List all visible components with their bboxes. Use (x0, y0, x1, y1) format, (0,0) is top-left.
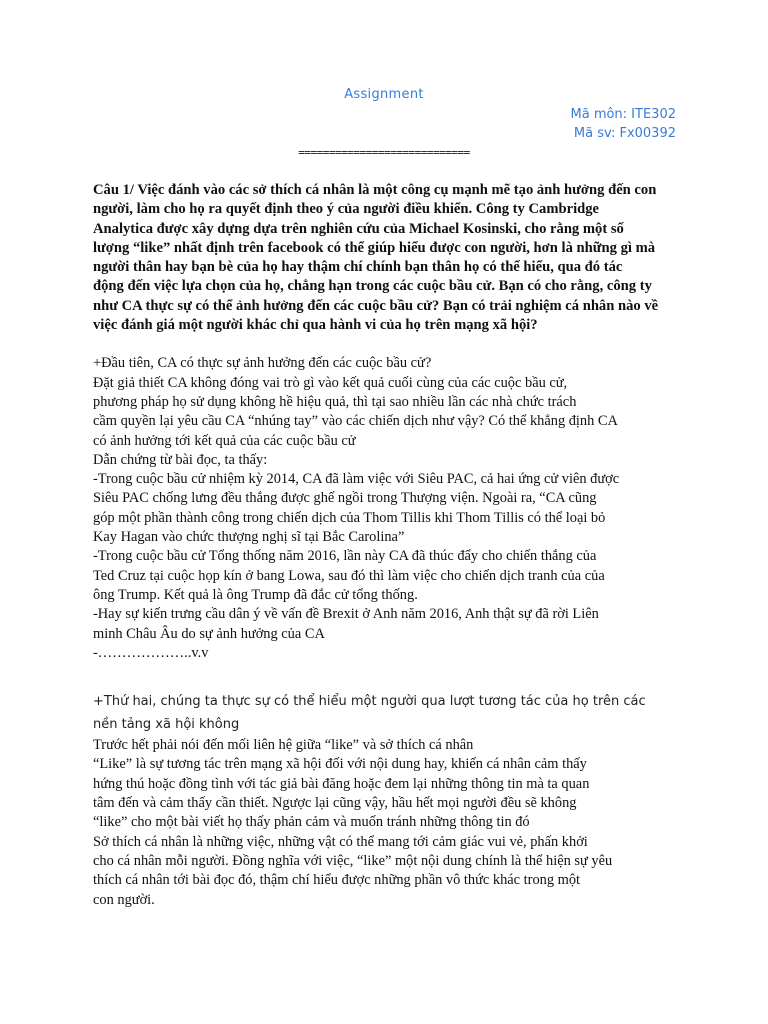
text-line: động đến việc lựa chọn của họ, chẳng hạn trong các cuộc bầu cử. Bạn có cho rằng, công ty (93, 278, 652, 295)
text-line: cho cá nhân mỗi người. Đồng nghĩa với việc, “like” một nội dung chính là thể hiện sự yêu (93, 852, 613, 869)
text-line: +Thứ hai, chúng ta thực sự có thể hiểu một người qua lượt tương tác của họ trên các (93, 694, 646, 710)
question-paragraph (93, 181, 683, 335)
text-line: việc đánh giá một người khác chỉ qua hành vi của họ trên mạng xã hội? (93, 317, 538, 334)
text-line: Câu 1/ Việc đánh vào các sở thích cá nhân là một công cụ mạnh mẽ tạo ảnh hưởng đến con (93, 182, 657, 198)
text-line: lượng “like” nhất định trên facebook có thể giúp hiểu được con người, hơn là những gì mà (93, 239, 656, 256)
text-line: Ted Cruz tại cuộc họp kín ở bang Lowa, sau đó thì làm việc cho chiến dịch tranh của của (93, 567, 605, 584)
text-line: -………………..v.v (93, 644, 209, 661)
text-line: -Trong cuộc bầu cử nhiệm kỳ 2014, CA đã làm việc với Siêu PAC, cả hai ứng cử viên được (93, 471, 620, 488)
text-line: Đặt giả thiết CA không đóng vai trò gì vào kết quả cuối cùng của các cuộc bầu cử, (93, 374, 568, 391)
text-line: Sở thích cá nhân là những việc, những vật có thể mang tới cảm giác vui vẻ, phấn khởi (93, 833, 588, 850)
text-line: +Đầu tiên, CA có thực sự ảnh hưởng đến các cuộc bầu cử? (93, 355, 432, 372)
text-line: phương pháp họ sử dụng không hề hiệu quả, thì tại sao nhiều lần các nhà chức trách (93, 393, 577, 410)
text-line: Siêu PAC chống lưng đều thắng được ghế ngồi trong Thượng viện. Ngoài ra, “CA cũng (93, 490, 597, 507)
text-line: hứng thú hoặc đồng tình với tác giả bài đăng hoặc đem lại những thông tin mà ta quan (93, 775, 590, 792)
text-line: cầm quyền lại yêu cầu CA “nhúng tay” vào các chiến dịch như vậy? Có thể khẳng định CA (93, 413, 618, 430)
text-line: Kay Hagan vào chức thượng nghị sĩ tại Bắc Carolina” (93, 529, 405, 546)
text-line: “like” cho một bài viết họ thấy phản cảm và muốn tránh những thông tin đó (93, 814, 530, 831)
text-line: “Like” là sự tương tác trên mạng xã hội đối với nội dung hay, khiến cá nhân cảm thấy (93, 756, 587, 773)
text-line: nền tảng xã hội không (93, 717, 240, 733)
text-line: tâm đến và cảm thấy cần thiết. Ngược lại cũng vậy, hầu hết mọi người đều sẽ không (93, 795, 577, 812)
text-line: con người. (93, 891, 155, 908)
text-line: thích cá nhân tới bài đọc đó, thậm chí hiểu được những phần vô thức khác trong một (93, 872, 581, 889)
text-line: như CA thực sự có thể ảnh hưởng đến các cuộc bầu cử? Bạn có trải nghiệm cá nhân nào về (93, 297, 659, 314)
text-line: người thân hay bạn bè của họ hay thậm chí chính bạn thân họ có thể hiểu, qua đó tác (93, 259, 623, 276)
text-line: Analytica được xây dựng dựa trên nghiên cứu của Michael Kosinski, cho rằng một số (93, 220, 624, 237)
document-body (93, 181, 683, 910)
answer-part-2-heading (93, 690, 683, 736)
answer-part-2 (93, 736, 683, 910)
text-line: có ảnh hưởng tới kết quả của các cuộc bầu cử (93, 432, 356, 449)
text-line: Trước hết phải nói đến mối liên hệ giữa “like” và sở thích cá nhân (93, 737, 474, 754)
header-divider: ============================ (298, 146, 470, 159)
text-line: minh Châu Âu do sự ảnh hưởng của CA (93, 625, 325, 642)
text-line: -Hay sự kiến trưng cầu dân ý về vấn đề Brexit ở Anh năm 2016, Anh thật sự đã rời Liên (93, 606, 599, 623)
text-line: góp một phần thành công trong chiến dịch của Thom Tillis khi Thom Tillis có thể loại bỏ (93, 509, 606, 526)
text-line: Dẫn chứng từ bài đọc, ta thấy: (93, 451, 268, 468)
student-id: Mã sv: Fx00392 (573, 126, 676, 141)
text-line: -Trong cuộc bầu cử Tổng thống năm 2016, lần này CA đã thúc đẩy cho chiến thắng của (93, 548, 597, 565)
text-line: ông Trump. Kết quả là ông Trump đã đắc cử tổng thống. (93, 586, 418, 603)
answer-part-1 (93, 354, 683, 663)
document-title: Assignment (344, 87, 424, 102)
text-line: người, làm cho họ ra quyết định theo ý của người điều khiển. Công ty Cambridge (93, 201, 600, 218)
course-code: Mã môn: ITE302 (570, 107, 676, 122)
